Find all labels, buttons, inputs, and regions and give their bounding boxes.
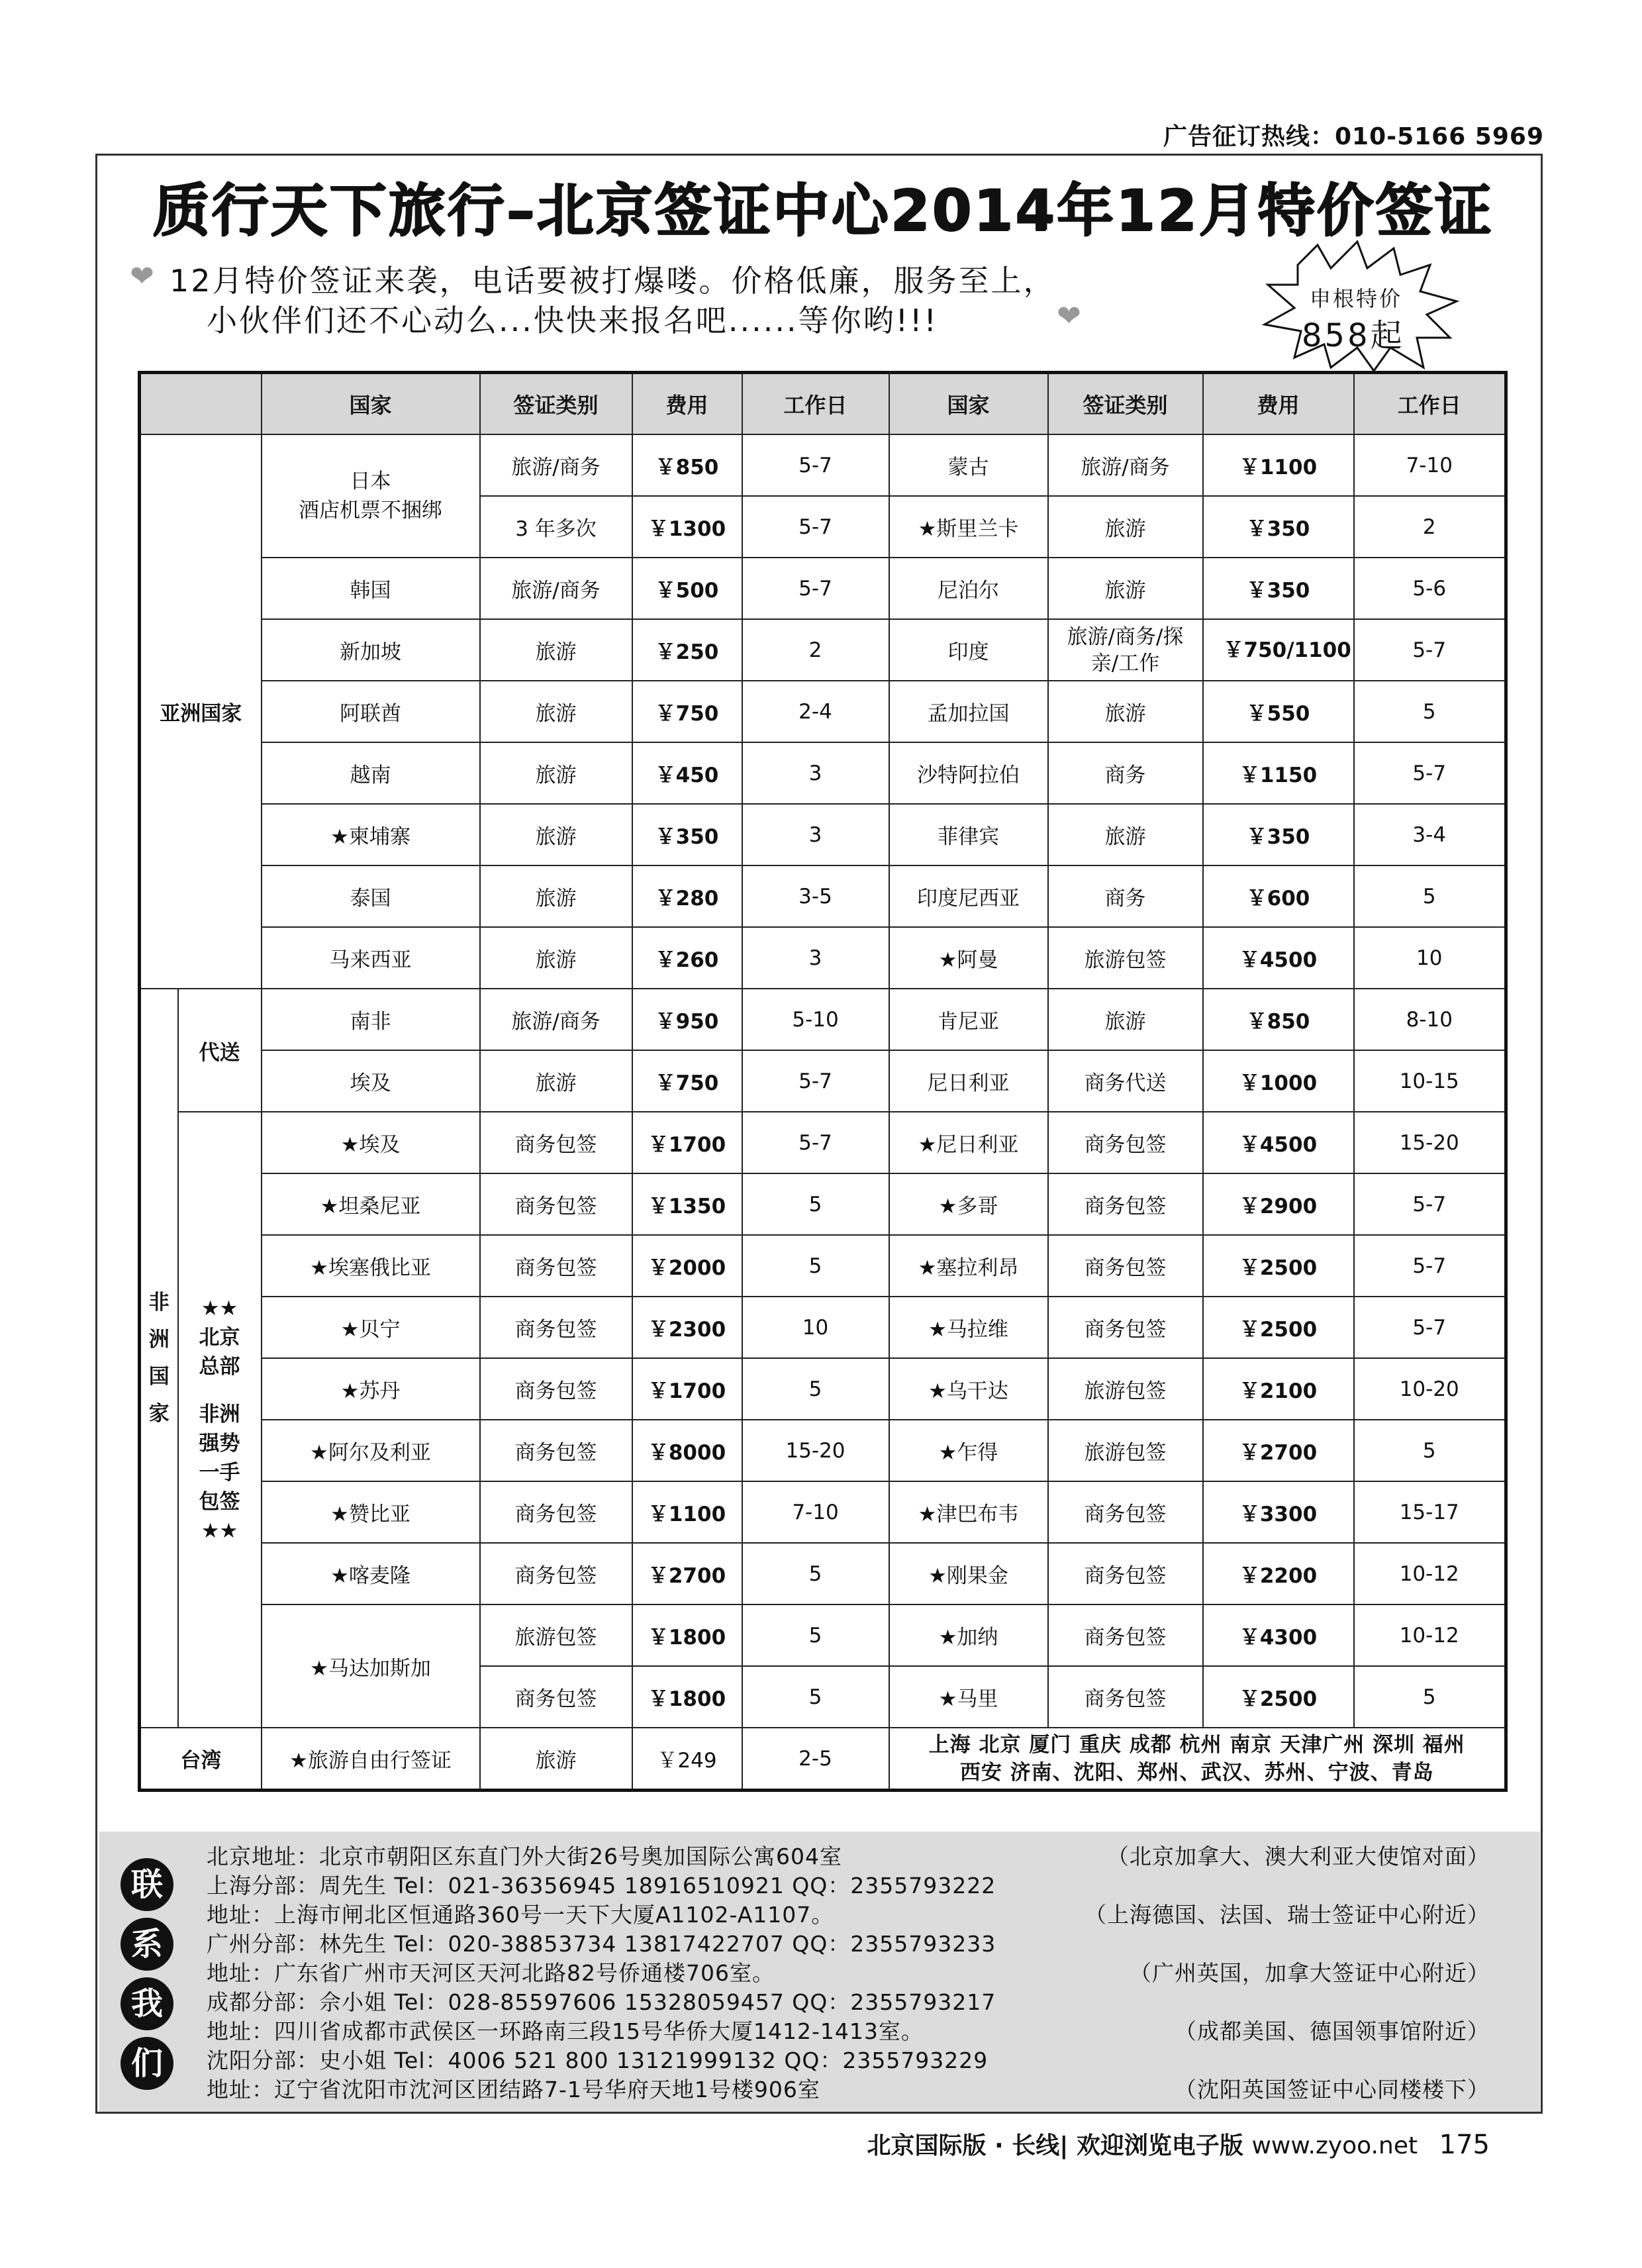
fee-cell: ￥4300 [1203, 1604, 1354, 1666]
burst-price: 858起 [1302, 317, 1405, 354]
label-line: 非洲 [199, 1403, 240, 1426]
country-cell: 泰国 [262, 865, 480, 927]
contact-note: （沈阳英国签证中心同楼楼下） [1175, 2077, 1490, 2102]
days-cell: 5 [1354, 1420, 1506, 1481]
visa-type-cell: 旅游包签 [1048, 927, 1203, 989]
visa-type-cell: 旅游 [1048, 804, 1203, 865]
column-header: 费用 [1203, 373, 1354, 435]
days-cell: 10-15 [1354, 1050, 1506, 1112]
country-cell: 肯尼亚 [889, 989, 1048, 1050]
days-cell: 5-7 [742, 1050, 889, 1112]
contact-circle: 系 [121, 1918, 173, 1971]
label-line: 一手 [199, 1461, 240, 1485]
fee-cell: ￥2500 [1203, 1297, 1354, 1358]
page-number: 175 [1439, 2130, 1490, 2160]
country-cell: 尼日利亚 [889, 1050, 1048, 1112]
table-row [140, 619, 1506, 681]
fee-cell: ￥550 [1203, 681, 1354, 742]
days-cell: 15-20 [1354, 1112, 1506, 1173]
visa-type-cell: 旅游包签 [480, 1604, 632, 1666]
country-cell: ★阿曼 [889, 927, 1048, 989]
table-row [140, 1604, 1506, 1666]
days-cell: 5-7 [742, 1112, 889, 1173]
visa-type-cell: 旅游 [480, 1728, 632, 1791]
visa-type-cell: 商务代送 [1048, 1050, 1203, 1112]
visa-type-cell: 旅游 [480, 681, 632, 742]
days-cell: 5 [742, 1604, 889, 1666]
header-blank [140, 373, 262, 435]
country-cell [262, 434, 480, 558]
visa-type-cell: 旅游 [480, 804, 632, 865]
fee-cell: ￥1000 [1203, 1050, 1354, 1112]
country-note: 酒店机票不捆绑 [299, 499, 442, 522]
days-cell: 8-10 [1354, 989, 1506, 1050]
days-cell: 5-7 [1354, 742, 1506, 804]
contact-note: （上海德国、法国、瑞士签证中心附近） [1085, 1902, 1490, 1928]
visa-type-cell: 旅游 [1048, 989, 1203, 1050]
intro-line-2: 小伙伴们还不心动么...快快来报名吧......等你哟!!! [207, 303, 938, 338]
country-cell: 韩国 [262, 558, 480, 619]
fee-cell: ￥1300 [632, 496, 742, 558]
fee-cell: ￥600 [1203, 865, 1354, 927]
contact-line: 成都分部：佘小姐 Tel：028-85597606 15328059457 QQ：2355793217 [207, 1989, 996, 2015]
country-cell: 孟加拉国 [889, 681, 1048, 742]
column-header: 工作日 [1354, 373, 1506, 435]
heart-icon: ❤ [1057, 299, 1081, 333]
column-header: 签证类别 [480, 373, 632, 435]
country-cell: 尼泊尔 [889, 558, 1048, 619]
country-cell: ★乍得 [889, 1420, 1048, 1481]
table-row [140, 1235, 1506, 1297]
country-cell: ★乌干达 [889, 1358, 1048, 1420]
fee-cell: ￥4500 [1203, 927, 1354, 989]
country-cell: ★坦桑尼亚 [262, 1173, 480, 1235]
fee-cell: ￥1150 [1203, 742, 1354, 804]
label-line: 北京 [199, 1326, 240, 1350]
fee-cell: ￥750/1100 [1203, 619, 1354, 681]
fee-cell: ￥3300 [1203, 1481, 1354, 1543]
visa-price-table [138, 371, 1508, 1792]
visa-type-cell: 旅游/商务 [480, 558, 632, 619]
days-cell: 2 [1354, 496, 1506, 558]
table-row [140, 1173, 1506, 1235]
country-cell: 阿联酋 [262, 681, 480, 742]
contact-note: （广州英国，加拿大签证中心附近） [1130, 1960, 1490, 1986]
column-header: 国家 [889, 373, 1048, 435]
days-cell: 5-7 [742, 434, 889, 496]
days-cell: 15-20 [742, 1420, 889, 1481]
country-cell: ★贝宁 [262, 1297, 480, 1358]
cities-line-2: 西安 济南、沈阳、郑州、武汉、苏州、宁波、青岛 [959, 1760, 1434, 1785]
fee-cell: ￥1800 [632, 1666, 742, 1728]
visa-type-cell: 旅游/商务 [1048, 434, 1203, 496]
days-cell: 5 [742, 1235, 889, 1297]
fee-cell: ￥280 [632, 865, 742, 927]
country-cell: 埃及 [262, 1050, 480, 1112]
days-cell: 5 [742, 1543, 889, 1604]
fee-cell: ￥2700 [1203, 1420, 1354, 1481]
visa-type-cell: 旅游/商务/探亲/工作 [1048, 619, 1203, 681]
visa-type-cell: 商务包签 [1048, 1235, 1203, 1297]
days-cell: 7-10 [742, 1481, 889, 1543]
country-cell: ★马拉维 [889, 1297, 1048, 1358]
fee-cell: ￥260 [632, 927, 742, 989]
country-cell: ★埃及 [262, 1112, 480, 1173]
fee-cell: ￥450 [632, 742, 742, 804]
country-cell: 菲律宾 [889, 804, 1048, 865]
column-header: 国家 [262, 373, 480, 435]
days-cell: 10-12 [1354, 1604, 1506, 1666]
label-line: ★★ [201, 1297, 238, 1320]
visa-type-cell: 商务包签 [480, 1543, 632, 1604]
visa-type-cell: 商务包签 [1048, 1173, 1203, 1235]
contact-circle: 我 [121, 1977, 173, 2030]
table-row [140, 927, 1506, 989]
days-cell: 5-7 [742, 558, 889, 619]
fee-cell: ￥750 [632, 681, 742, 742]
country-cell: ★柬埔寨 [262, 804, 480, 865]
fee-cell: ￥1100 [1203, 434, 1354, 496]
column-header: 费用 [632, 373, 742, 435]
country-cell: 印度尼西亚 [889, 865, 1048, 927]
column-header: 工作日 [742, 373, 889, 435]
fee-cell: ￥2700 [632, 1543, 742, 1604]
table-row [140, 804, 1506, 865]
country-cell: 南非 [262, 989, 480, 1050]
visa-type-cell: 旅游包签 [1048, 1358, 1203, 1420]
days-cell: 3 [742, 804, 889, 865]
country-cell: ★加纳 [889, 1604, 1048, 1666]
days-cell: 5-7 [742, 496, 889, 558]
visa-type-cell: 商务包签 [480, 1297, 632, 1358]
fee-cell: ￥1800 [632, 1604, 742, 1666]
country-cell: ★马里 [889, 1666, 1048, 1728]
label-line: 强势 [199, 1432, 240, 1455]
days-cell: 10-20 [1354, 1358, 1506, 1420]
fee-cell: ￥350 [632, 804, 742, 865]
label-line: 包签 [199, 1490, 240, 1514]
taiwan-cities-cell [889, 1728, 1506, 1791]
visa-type-cell: 商务 [1048, 742, 1203, 804]
subregion-label-daisong: 代送 [178, 989, 262, 1112]
days-cell: 10 [1354, 927, 1506, 989]
fee-cell: ￥850 [632, 434, 742, 496]
days-cell: 5-7 [1354, 1235, 1506, 1297]
country-cell: ★塞拉利昂 [889, 1235, 1048, 1297]
table-row [140, 558, 1506, 619]
table-row [140, 1481, 1506, 1543]
contact-line: 上海分部：周先生 Tel：021-36356945 18916510921 QQ：2355793222 [207, 1873, 996, 1898]
country-cell: ★尼日利亚 [889, 1112, 1048, 1173]
table-row [140, 1358, 1506, 1420]
fee-cell: ￥2900 [1203, 1173, 1354, 1235]
contact-note: （成都美国、德国领事馆附近） [1175, 2018, 1490, 2044]
country-cell: 马来西亚 [262, 927, 480, 989]
country-cell: 越南 [262, 742, 480, 804]
table-row [140, 1728, 1506, 1791]
country-cell: ★喀麦隆 [262, 1543, 480, 1604]
fee-cell: ￥350 [1203, 496, 1354, 558]
contact-line: 广州分部：林先生 Tel：020-38853734 13817422707 QQ：2355793233 [207, 1931, 996, 1957]
fee-cell: ￥350 [1203, 804, 1354, 865]
page-title: 质行天下旅行–北京签证中心2014年12月特价签证 [152, 177, 1494, 244]
country-cell: ★苏丹 [262, 1358, 480, 1420]
days-cell: 10-12 [1354, 1543, 1506, 1604]
days-cell: 5-10 [742, 989, 889, 1050]
table-row [140, 1543, 1506, 1604]
page-footer [867, 2127, 1490, 2161]
visa-type-cell: 旅游 [1048, 558, 1203, 619]
visa-type-cell: 商务包签 [480, 1235, 632, 1297]
table-row [140, 1297, 1506, 1358]
visa-type-cell: 商务包签 [1048, 1297, 1203, 1358]
table-row [140, 1050, 1506, 1112]
visa-type-cell: 旅游/商务 [480, 434, 632, 496]
table-row [140, 742, 1506, 804]
ad-hotline: 广告征订热线：010-5166 5969 [1163, 123, 1544, 150]
fee-cell: ￥250 [632, 619, 742, 681]
visa-type-cell: 商务包签 [1048, 1666, 1203, 1728]
fee-cell: ￥1350 [632, 1173, 742, 1235]
days-cell: 5-7 [1354, 1297, 1506, 1358]
visa-type-cell: 商务包签 [1048, 1112, 1203, 1173]
fee-cell: ￥2500 [1203, 1666, 1354, 1728]
country-cell: ★埃塞俄比亚 [262, 1235, 480, 1297]
days-cell: 3 [742, 927, 889, 989]
table-row [140, 989, 1506, 1050]
days-cell: 7-10 [1354, 434, 1506, 496]
contact-line: 沈阳分部：史小姐 Tel：4006 521 800 13121999132 QQ：2355793229 [207, 2047, 989, 2073]
fee-cell: ￥2000 [632, 1235, 742, 1297]
visa-type-cell: 旅游 [480, 1050, 632, 1112]
table-row [140, 1420, 1506, 1481]
contact-note: （北京加拿大、澳大利亚大使馆对面） [1107, 1844, 1490, 1869]
region-label-africa-text: 非洲国家 [148, 1291, 169, 1426]
visa-type-cell: 旅游 [1048, 496, 1203, 558]
days-cell: 5 [1354, 1666, 1506, 1728]
country-cell: ★旅游自由行签证 [262, 1728, 480, 1791]
visa-type-cell: 商务包签 [1048, 1543, 1203, 1604]
region-label-taiwan: 台湾 [140, 1728, 262, 1791]
table-row [140, 865, 1506, 927]
contact-line: 地址：辽宁省沈阳市沈河区团结路7-1号华府天地1号楼906室 [207, 2077, 820, 2102]
days-cell: 5-7 [1354, 1173, 1506, 1235]
fee-cell: ￥350 [1203, 558, 1354, 619]
fee-cell: ￥8000 [632, 1420, 742, 1481]
footer-website-link[interactable]: www.zyoo.net [1251, 2132, 1418, 2159]
visa-type-cell: 3 年多次 [480, 496, 632, 558]
days-cell: 5 [1354, 865, 1506, 927]
fee-cell: ￥4500 [1203, 1112, 1354, 1173]
visa-type-cell: 旅游 [480, 865, 632, 927]
country-cell: 印度 [889, 619, 1048, 681]
days-cell: 3 [742, 742, 889, 804]
days-cell: 5 [742, 1358, 889, 1420]
visa-type-cell: 商务包签 [480, 1666, 632, 1728]
table-row [140, 681, 1506, 742]
days-cell: 5-7 [1354, 619, 1506, 681]
country-cell: ★多哥 [889, 1173, 1048, 1235]
column-header: 签证类别 [1048, 373, 1203, 435]
days-cell: 2-5 [742, 1728, 889, 1791]
subregion-label-beijing [178, 1112, 262, 1728]
visa-type-cell: 商务包签 [480, 1358, 632, 1420]
days-cell: 15-17 [1354, 1481, 1506, 1543]
visa-type-cell: 商务包签 [480, 1112, 632, 1173]
fee-cell: ￥2300 [632, 1297, 742, 1358]
country-cell: ★刚果金 [889, 1543, 1048, 1604]
fee-cell: ￥1700 [632, 1358, 742, 1420]
fee-cell: ￥2100 [1203, 1358, 1354, 1420]
fee-cell: ￥850 [1203, 989, 1354, 1050]
fee-cell: ￥2500 [1203, 1235, 1354, 1297]
label-line: 总部 [199, 1355, 240, 1379]
visa-type-cell: 商务包签 [480, 1420, 632, 1481]
country-cell: ★津巴布韦 [889, 1481, 1048, 1543]
fee-cell: ￥500 [632, 558, 742, 619]
intro-line-1: 12月特价签证来袭，电话要被打爆喽。价格低廉，服务至上， [169, 263, 1056, 299]
heart-icon: ❤ [130, 260, 154, 293]
days-cell: 10 [742, 1297, 889, 1358]
visa-type-cell: 商务包签 [480, 1173, 632, 1235]
table-header-row [140, 373, 1506, 435]
fee-cell: ￥1700 [632, 1112, 742, 1173]
table-row [140, 1112, 1506, 1173]
contact-circle: 们 [121, 2037, 173, 2090]
country-cell: ★赞比亚 [262, 1481, 480, 1543]
contact-circle: 联 [121, 1858, 173, 1911]
country-cell: 新加坡 [262, 619, 480, 681]
visa-type-cell: 旅游 [480, 619, 632, 681]
country-cell: 蒙古 [889, 434, 1048, 496]
fee-cell: ￥950 [632, 989, 742, 1050]
country-cell: ★阿尔及利亚 [262, 1420, 480, 1481]
visa-type-cell: 商务包签 [1048, 1604, 1203, 1666]
days-cell: 5 [1354, 681, 1506, 742]
days-cell: 5-6 [1354, 558, 1506, 619]
days-cell: 2 [742, 619, 889, 681]
cities-line-1: 上海 北京 厦门 重庆 成都 杭州 南京 天津广州 深圳 福州 [928, 1732, 1465, 1757]
visa-type-cell: 旅游包签 [1048, 1420, 1203, 1481]
visa-type-cell: 商务包签 [480, 1481, 632, 1543]
days-cell: 3-4 [1354, 804, 1506, 865]
visa-type-cell: 旅游 [480, 742, 632, 804]
visa-type-cell: 旅游 [480, 927, 632, 989]
country-cell: ★斯里兰卡 [889, 496, 1048, 558]
fee-cell: ￥1100 [632, 1481, 742, 1543]
contact-line: 地址：上海市闸北区恒通路360号一天下大厦A1102-A1107。 [207, 1902, 834, 1928]
fee-cell: ￥750 [632, 1050, 742, 1112]
burst-label: 申根特价 [1310, 286, 1403, 311]
region-label-asia: 亚洲国家 [140, 434, 262, 989]
contact-line: 北京地址：北京市朝阳区东直门外大街26号奥加国际公寓604室 [207, 1844, 842, 1869]
contact-line: 地址：四川省成都市武侯区一环路南三段15号华侨大厦1412-1413室。 [207, 2018, 924, 2044]
days-cell: 5 [742, 1173, 889, 1235]
fee-cell: ￥2200 [1203, 1543, 1354, 1604]
days-cell: 3-5 [742, 865, 889, 927]
country-name: 日本 [350, 469, 391, 493]
table-row [140, 434, 1506, 496]
days-cell: 5 [742, 1666, 889, 1728]
label-line: ★★ [201, 1519, 238, 1543]
fee-cell: ￥249 [632, 1728, 742, 1791]
visa-type-cell: 商务 [1048, 865, 1203, 927]
footer-label: 北京国际版 · 长线| 欢迎浏览电子版 [867, 2132, 1243, 2159]
contact-line: 地址：广东省广州市天河区天河北路82号侨通楼706室。 [207, 1960, 775, 1986]
region-label-africa [140, 989, 178, 1728]
visa-type-cell: 旅游/商务 [480, 989, 632, 1050]
days-cell: 2-4 [742, 681, 889, 742]
country-cell: 沙特阿拉伯 [889, 742, 1048, 804]
country-cell: ★马达加斯加 [262, 1604, 480, 1728]
visa-type-cell: 旅游 [1048, 681, 1203, 742]
visa-type-cell: 商务包签 [1048, 1481, 1203, 1543]
